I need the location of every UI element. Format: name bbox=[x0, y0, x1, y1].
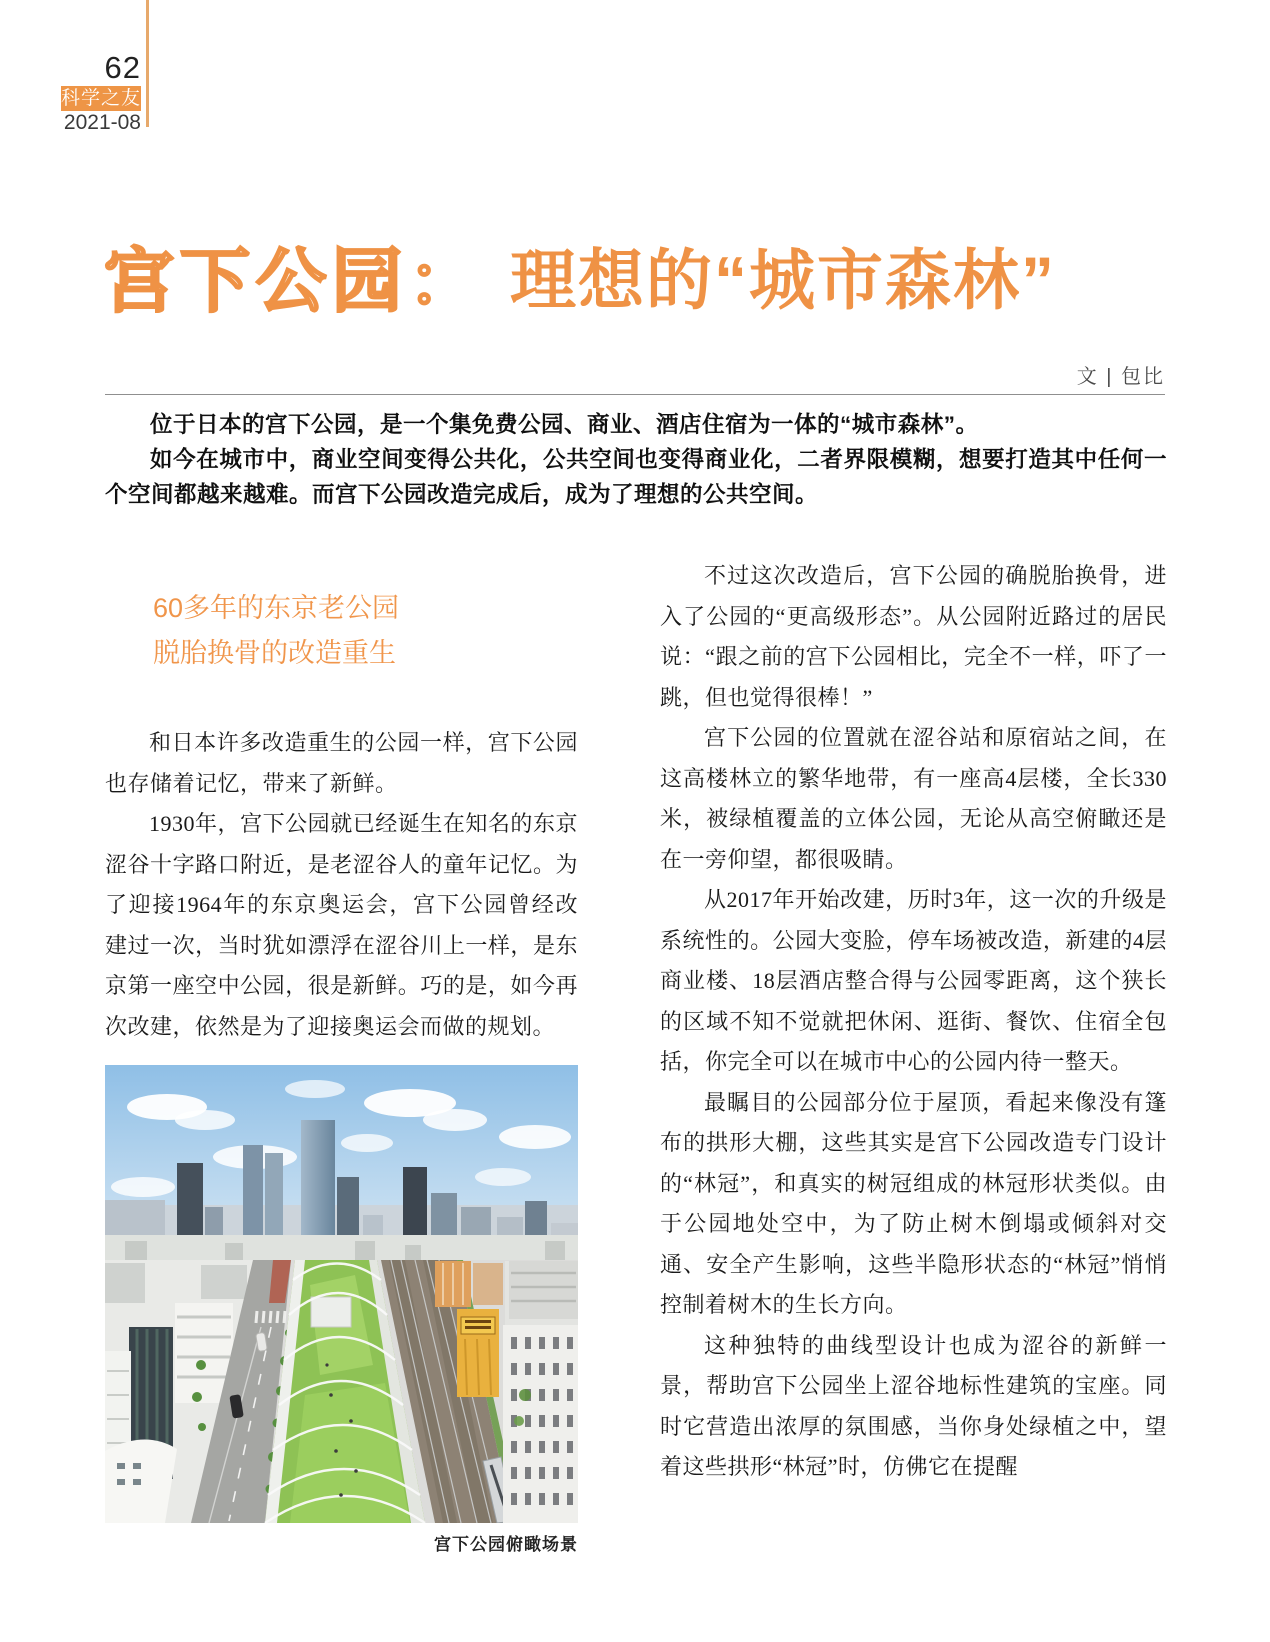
section-heading-line: 脱胎换骨的改造重生 bbox=[153, 638, 396, 668]
park-aerial-photo bbox=[105, 1065, 578, 1523]
section-heading-line: 60多年的东京老公园 bbox=[153, 593, 400, 623]
byline: 文 | 包比 bbox=[1076, 366, 1165, 388]
body-paragraph: 1930年，宫下公园就已经诞生在知名的东京涩谷十字路口附近，是老涩谷人的童年记忆。为了迎接1964年的东京奥运会，宫下公园曾经改建过一次，当时犹如漂浮在涩谷川上一样，是东京第一座空中公园，很是新鲜。巧的是，如今再次改建，依然是为了迎接奥运会而做的规划。 bbox=[105, 811, 578, 1039]
issue-date: 2021-08 bbox=[63, 111, 141, 134]
section-heading bbox=[153, 586, 578, 676]
masthead-accent-line bbox=[146, 0, 149, 127]
body-paragraph: 这种独特的曲线型设计也成为涩谷的新鲜一景，帮助宫下公园坐上涩谷地标性建筑的宝座。同时它营造出浓厚的氛围感，当你身处绿植之中，望着这些拱形“林冠”时，仿佛它在提醒 bbox=[660, 1332, 1167, 1479]
park-photo-block bbox=[105, 1065, 578, 1555]
page-number: 62 bbox=[104, 50, 141, 85]
intro-paragraph: 位于日本的宫下公园，是一个集免费公园、商业、酒店住宿为一体的“城市森林”。 bbox=[150, 412, 979, 437]
intro-block bbox=[105, 407, 1167, 512]
body-paragraph: 从2017年开始改建，历时3年，这一次的升级是系统性的。公园大变脸，停车场被改造，新建的4层商业楼、18层酒店整合得与公园零距离，这个狭长的区域不知不觉就把休闲、逛街、餐饮、住宿全包括，你完全可以在城市中心的公园内待一整天。 bbox=[660, 887, 1167, 1074]
left-column bbox=[105, 560, 578, 1047]
article-title bbox=[104, 242, 1056, 320]
magazine-name-badge: 科学之友 bbox=[61, 88, 142, 109]
left-body-text bbox=[105, 723, 578, 1047]
body-paragraph: 宫下公园的位置就在涩谷站和原宿站之间，在这高楼林立的繁华地带，有一座高4层楼，全长330米，被绿植覆盖的立体公园，无论从高空俯瞰还是在一旁仰望，都很吸睛。 bbox=[660, 725, 1167, 872]
divider-rule bbox=[105, 394, 1165, 395]
title-outline-part: 宫下公园： bbox=[104, 242, 484, 320]
body-paragraph: 最瞩目的公园部分位于屋顶，看起来像没有篷布的拱形大棚，这些其实是宫下公园改造专门设计的“林冠”，和真实的树冠组成的林冠形状类似。由于公园地处空中，为了防止树木倒塌或倾斜对交通、安全产生影响，这些半隐形状态的“林冠”悄悄控制着树木的生长方向。 bbox=[660, 1089, 1167, 1317]
body-paragraph: 和日本许多改造重生的公园一样，宫下公园也存储着记忆，带来了新鲜。 bbox=[105, 730, 578, 796]
right-column bbox=[660, 556, 1167, 1488]
intro-paragraph: 如今在城市中，商业空间变得公共化，公共空间也变得商业化，二者界限模糊，想要打造其中任何一个空间都越来越难。而宫下公园改造完成后，成为了理想的公共空间。 bbox=[105, 447, 1167, 507]
body-paragraph: 不过这次改造后，宫下公园的确脱胎换骨，进入了公园的“更高级形态”。从公园附近路过的居民说：“跟之前的宫下公园相比，完全不一样，吓了一跳，但也觉得很棒！” bbox=[660, 563, 1167, 710]
photo-caption: 宫下公园俯瞰场景 bbox=[434, 1535, 578, 1554]
title-solid-part: 理想的“城市森林” bbox=[510, 243, 1056, 318]
